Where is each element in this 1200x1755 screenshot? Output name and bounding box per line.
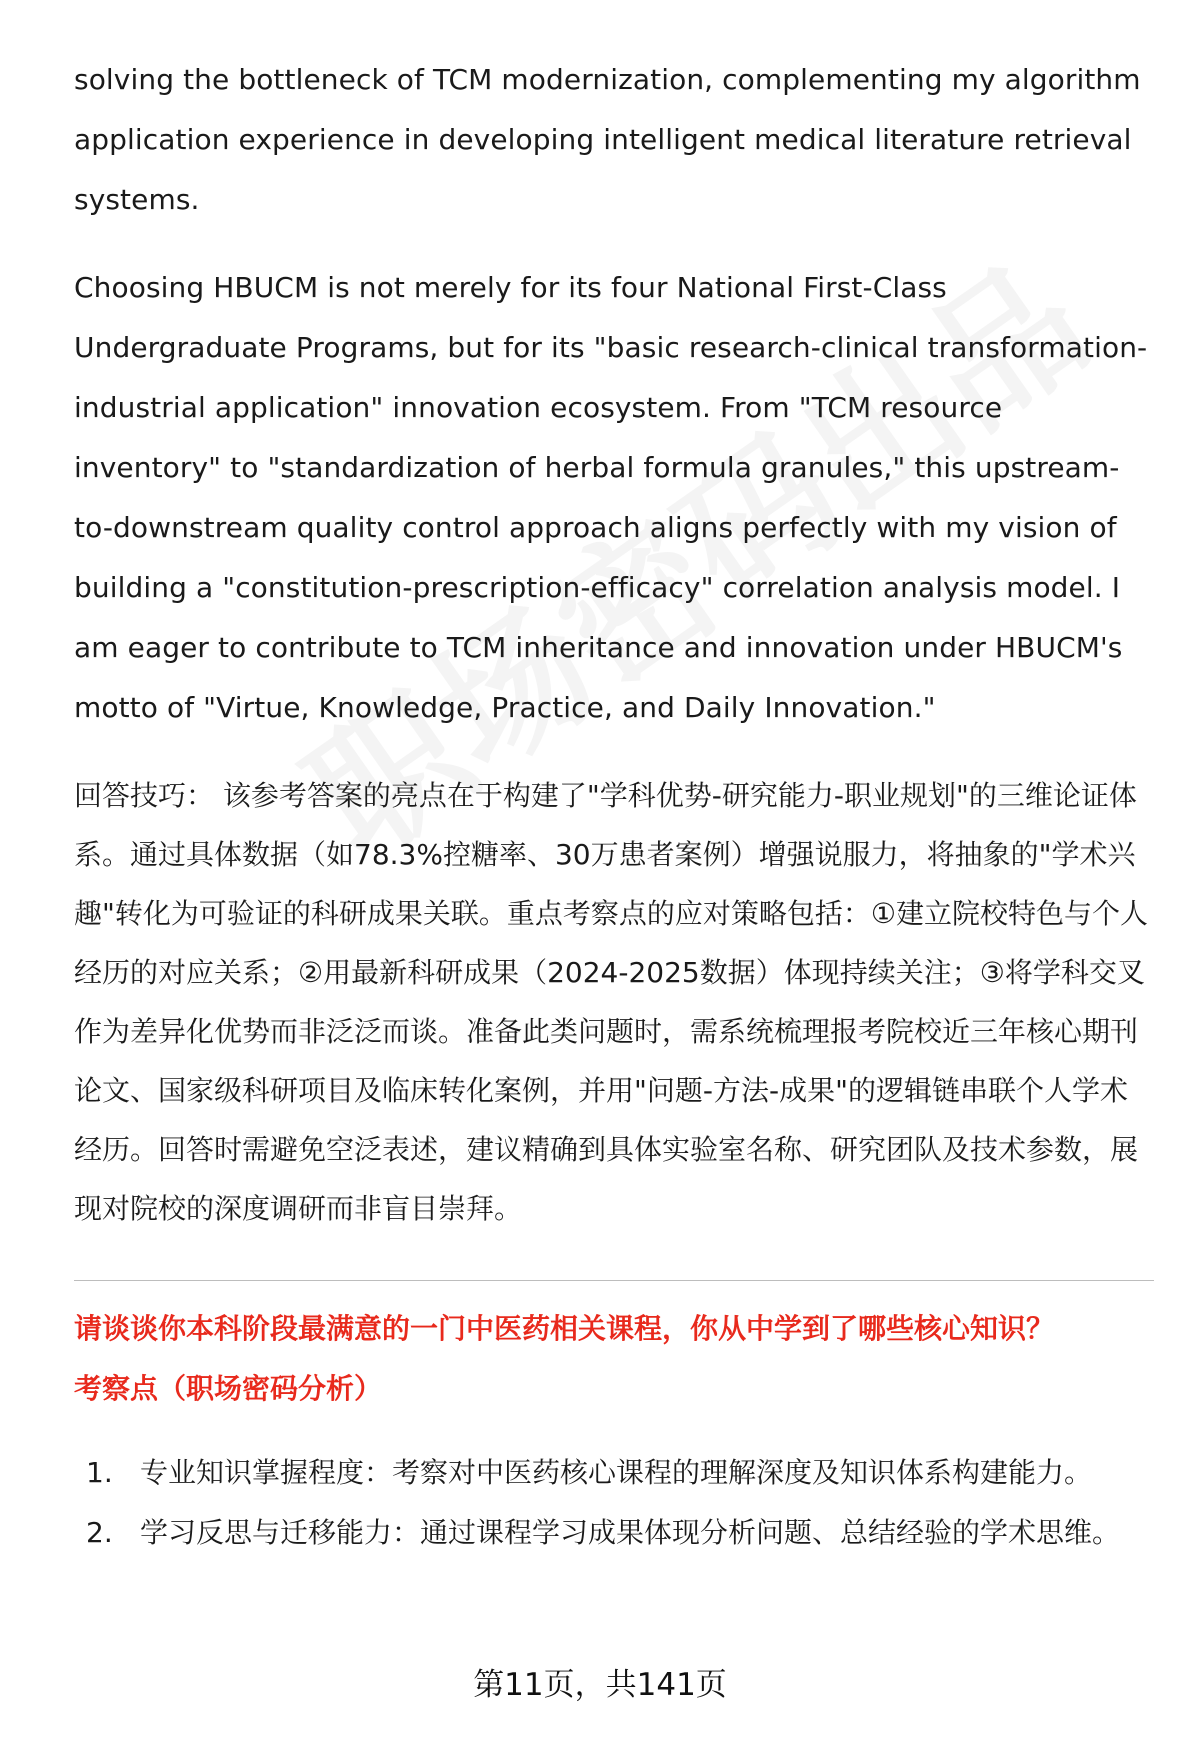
list-number: 1. (86, 1456, 113, 1489)
page-number-footer: 第11页，共141页 (473, 1667, 727, 1703)
assessment-points-list (74, 1443, 1154, 1563)
question-heading: 请谈谈你本科阶段最满意的一门中医药相关课程，你从中学到了哪些核心知识？ (74, 1312, 1055, 1345)
answer-tips: 回答技巧： 该参考答案的亮点在于构建了"学科优势-研究能力-职业规划"的三维论证体系。通过具体数据（如78.3%控糖率、30万患者案例）增强说服力，将抽象的"学术兴趣"转化为可验证的科研成果关联。重点考察点的应对策略包括：①建立院校特色与个人经历的对应关系；②用最新科研成果（2024-2025数据）体现持续关注；③将学科交叉作为差异化优势而非泛泛而谈。准备此类问题时，需系统梳理报考院校近三年核心期刊论文、国家级科研项目及临床转化案例，并用"问题-方法-成果"的逻辑链串联个人学术经历。回答时需避免空泛表述，建议精确到具体实验室名称、研究团队及技术参数，展现对院校的深度调研而非盲目崇拜。 (74, 779, 1148, 1225)
list-text: 专业知识掌握程度：考察对中医药核心课程的理解深度及知识体系构建能力。 (140, 1456, 1093, 1489)
list-item (74, 1503, 1154, 1563)
list-text: 学习反思与迁移能力：通过课程学习成果体现分析问题、总结经验的学术思维。 (140, 1516, 1121, 1549)
paragraph-hbucm: Choosing HBUCM is not merely for its four National First-Class Undergraduate Programs, but for its "basic research-clinical transformation-industrial application" innovation ecosystem. From "TCM resource inventory" to "standardization of herbal formula granules," this upstream-to-downstream quality control approach aligns perfectly with my vision of building a "constitution-prescription-efficacy" correlation analysis model. I am eager to contribute to TCM inheritance and innovation under HBUCM's motto of "Virtue, Knowledge, Practice, and Daily Innovation." (74, 271, 1148, 724)
list-item (74, 1443, 1154, 1503)
list-number: 2. (86, 1516, 113, 1549)
section-divider (74, 1280, 1154, 1281)
section-title: 考察点（职场密码分析） (74, 1372, 383, 1405)
page-content (74, 50, 1154, 1563)
paragraph-continuation: solving the bottleneck of TCM modernization, complementing my algorithm application experience in developing intelligent medical literature retrieval systems. (74, 63, 1141, 216)
